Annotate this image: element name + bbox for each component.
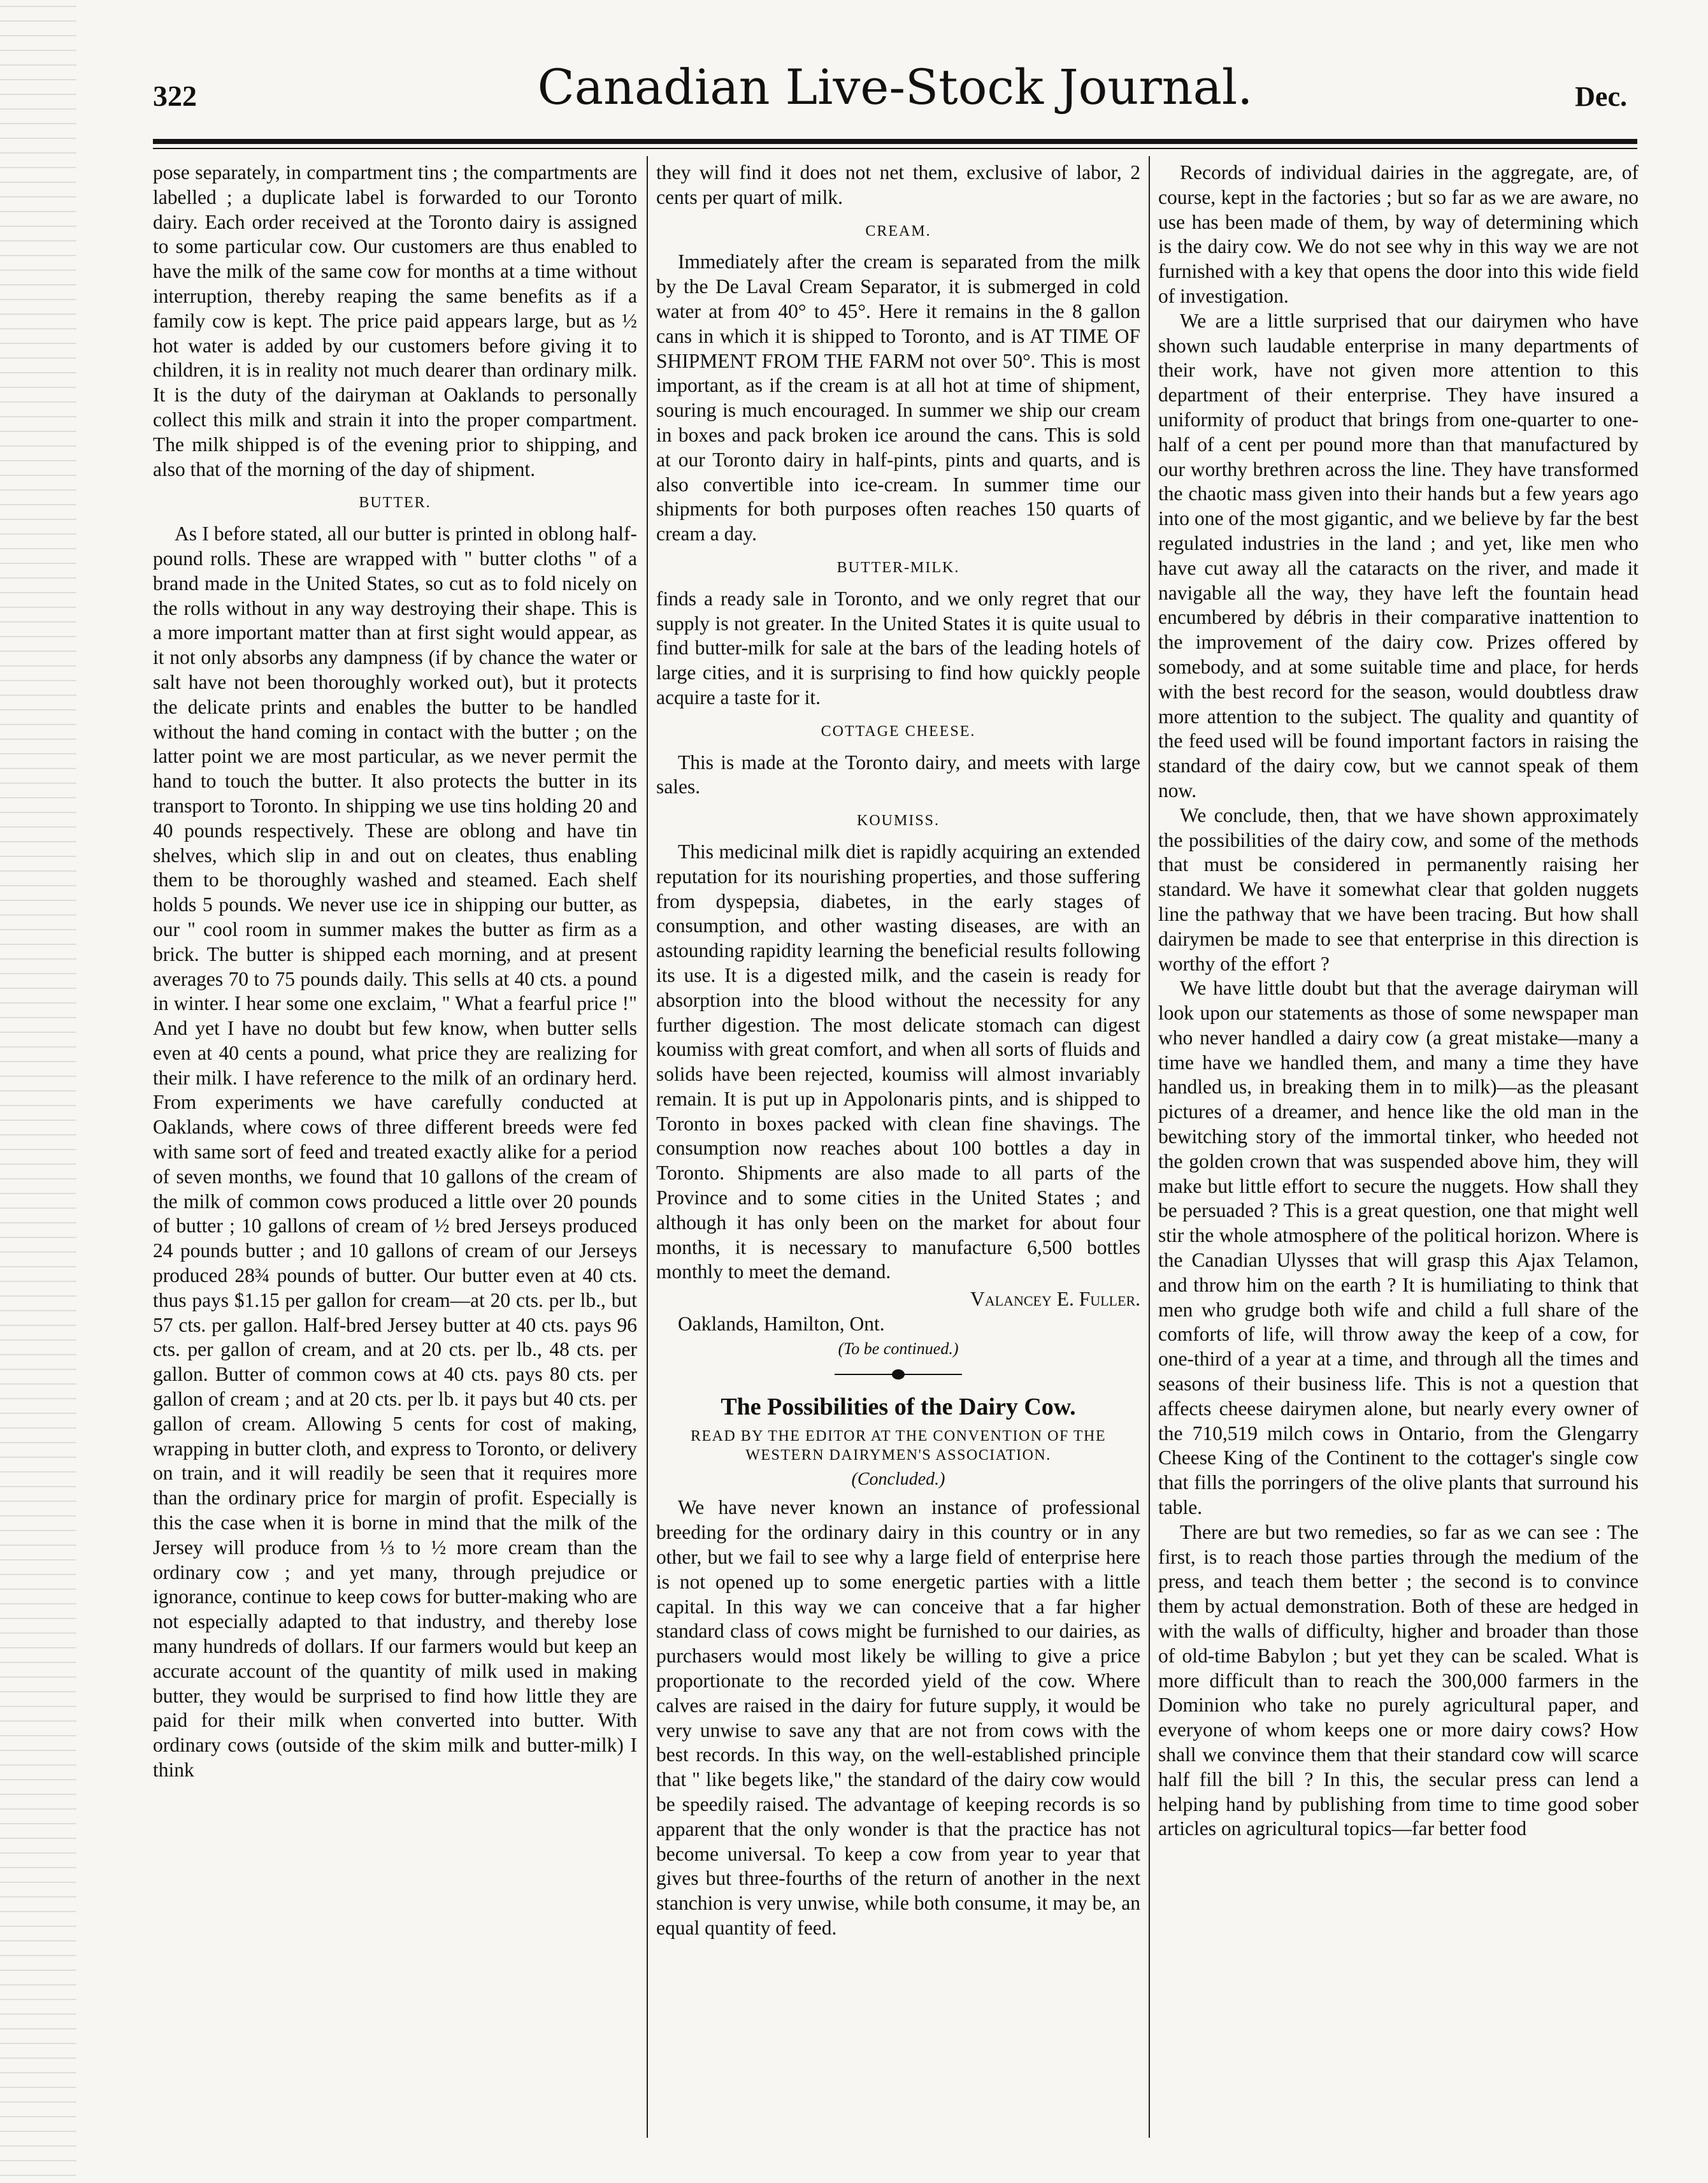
paragraph: As I before stated, all our butter is printed in oblong half-pound rolls. These are wrapped with " butter cloths " of a brand made in the United States, so cut as to fold nicely on the rolls without in any way destroying their shape. This is a more important matter than at first sight would appear, as it not only absorbs any dampness (if by chance the water or salt have not been thoroughly worked out), but it protects the delicate prints and enables the butter to be handled without the hand coming in contact with the butter ; on the latter point we are most particular, as we never permit the hand to touch the butter. It also protects the butter in its transport to Toronto. In shipping we use tins holding 20 and 40 pounds respectively. These are oblong and have tin shelves, which slip in and out on cleates, thus enabling them to be thoroughly washed and steamed. Each shelf holds 5 pounds. We never use ice in shipping our butter, as our " cool room in summer makes the butter as firm as a brick. The butter is shipped each morning, and at present averages 70 to 75 pounds daily. This sells at 40 cts. a pound in winter. I hear some one exclaim, " What a fearful price !" And yet I have no doubt but few know, when butter sells even at 40 cents a pound, what price they are realizing for their milk. I have reference to the milk of an ordinary herd. From experiments we have carefully conducted at Oaklands, where cows of three different breeds were fed with same sort of feed and treated exactly alike for a period of seven months, we found that 10 gallons of the cream of the milk of common cows produced a little over 20 pounds of butter ; 10 gallons of cream of ½ bred Jerseys produced 24 pounds butter ; and 10 gallons of cream of our Jerseys produced 28¾ pounds of butter. Our butter even at 40 cts. thus pays $1.15 per gallon for cream—at 20 cts. per lb., but 57 cts. per gallon. Half-bred Jersey butter at 40 cts. pays 96 cts. per gallon of cream, and at 20 cts. per lb., 48 cts. per gallon. Butter of common cows at 40 cts. pays 80 cts. per gallon of cream ; and at 20 cts. per lb. it pays but 40 cts. per gallon of cream. Allowing 5 cents for cost of making, wrapping in butter cloth, and express to Toronto, or delivery on train, and it will readily be seen that it requires more than the ordinary price for margin of profit. Especially is this the case when it is borne in mind that the milk of the Jersey will produce from ⅓ to ½ more cream than the ordinary cow ; and yet many, through prejudice or ignorance, continue to keep cows for butter-making who are not especially adapted to that industry, and thereby lose many hundreds of dollars. If our farmers would but keep an accurate account of the quantity of milk used in making butter, they would be surprised to find how little they are paid for their milk when converted into butter. With ordinary cows (outside of the skim milk and butter-milk) I think <box>153 522 637 1781</box>
page-number: 322 <box>153 80 197 112</box>
column-left <box>153 161 637 2142</box>
scan-margin-noise <box>0 0 76 2183</box>
paragraph: they will find it does not net them, exclusive of labor, 2 cents per quart of milk. <box>656 161 1140 208</box>
column-divider <box>1149 156 1150 2138</box>
section-heading-butter-milk: BUTTER-MILK. <box>836 559 960 576</box>
paragraph: This is made at the Toronto dairy, and meets with large sales. <box>656 751 1140 798</box>
author-location: Oaklands, Hamilton, Ont. <box>678 1313 885 1336</box>
paragraph: We conclude, then, that we have shown approximately the possibilities of the dairy cow, and some of the methods that must be considered in permanently raising her standard. We have it somewhat clear that golden nuggets line the pathway that we have been tracing. But how shall dairymen be made to see that enterprise in this direction is worthy of the effort ? <box>1158 803 1639 975</box>
issue-month: Dec. <box>1575 81 1627 112</box>
header-rule-thin <box>153 148 1637 149</box>
paragraph: finds a ready sale in Toronto, and we only regret that our supply is not greater. In the United States it is quite usual to find butter-milk for sale at the bars of the leading hotels of large cities, and it is surprising to find how quickly people acquire a taste for it. <box>656 587 1140 709</box>
paragraph: Records of individual dairies in the aggregate, are, of course, kept in the factories ; but so far as we are aware, no use has been made of them, by way of determining which is the dairy cow. We do not see why in this way we are not furnished with a key that opens the door into this wide field of investigation. <box>1158 161 1639 307</box>
header-rule <box>153 139 1637 144</box>
section-ornament <box>835 1372 962 1377</box>
paragraph: pose separately, in compartment tins ; the compartments are labelled ; a duplicate label is forwarded to our Toronto dairy. Each order received at the Toronto dairy is assigned to some particular cow. Our customers are thus enabled to have the milk of the same cow for months at a time without interruption, thereby reaping the same benefits as if a family cow is kept. The price paid appears large, but as ½ hot water is added by our customers before giving it to children, it is in reality not much dearer than ordinary milk. It is the duty of the dairyman at Oaklands to personally collect this milk and strain it into the proper compartment. The milk shipped is of the evening prior to shipping, and also that of the morning of the day of shipment. <box>153 161 637 480</box>
author-signature: Valancey E. Fuller. <box>970 1288 1140 1311</box>
paragraph: We are a little surprised that our dairymen who have shown such laudable enterprise in many departments of their work, have not given more attention to this department of their enterprise. They have insured a uniformity of product that brings from one-quarter to one-half of a cent per pound more than that manufactured by our worthy brethren across the line. They have transformed the chaotic mass given into their hands but a few years ago into one of the most gigantic, and we believe by far the best regulated industries in the land ; and yet, like men who have cut away all the cataracts on the river, and made it navigable all the way, they have left the fountain head encumbered by débris in their comparative inattention to the improvement of the dairy cow. Prizes offered by somebody, and at some suitable time and place, for herds with the best record for the season, would doubtless draw more attention to the subject. The quality and quantity of the feed used will be found important factors in raising the standard of the dairy cow, but we cannot speak of them now. <box>1158 309 1639 802</box>
section-heading-cottage-cheese: COTTAGE CHEESE. <box>821 723 976 740</box>
paragraph: Immediately after the cream is separated from the milk by the De Laval Cream Separator, it is submerged in cold water at from 40° to 45°. Here it remains in the 8 gallon cans in which it is shipped to Toronto, and is AT TIME OF SHIPMENT FROM THE FARM not over 50°. This is most important, as if the cream is at all hot at time of shipment, souring is much encouraged. In summer we ship our cream in boxes and pack broken ice around the cans. This is sold at our Toronto dairy in half-pints, pints and quarts, and is also convertible into ice-cream. In summer time our shipments for both purposes often reaches 150 quarts of cream a day. <box>656 250 1140 545</box>
column-divider <box>647 156 648 2138</box>
to-be-continued-note: (To be continued.) <box>838 1339 959 1358</box>
column-middle <box>656 161 1140 2142</box>
page-header <box>153 59 1637 135</box>
concluded-note: (Concluded.) <box>851 1469 945 1489</box>
paragraph: There are but two remedies, so far as we can see : The first, is to reach those parties through the medium of the press, and teach them better ; the second is to convince them by actual demonstration. Both of these are hedged in with the walls of difficulty, higher and broader than those of old-time Babylon ; but yet they can be scaled. What is more difficult than to reach the 300,000 farmers in the Dominion who take no purely agricultural paper, and everyone of whom keeps one or more dairy cows? How shall we convince them that their standard cow will scarce half fill the bill ? In this, the secular press can lend a helping hand by publishing from time to time good sober articles on agricultural topics—far better food <box>1158 1520 1639 1840</box>
section-heading-cream: CREAM. <box>865 222 931 240</box>
paragraph: We have never known an instance of professional breeding for the ordinary dairy in this country or in any other, but we fail to see why a large field of enterprise here is not opened up to some energetic parties with a little capital. In this way we can conceive that a far higher standard class of cows might be furnished to our dairies, as purchasers would most likely be willing to give a price proportionate to the recorded yield of the cow. Where calves are raised in the dairy for future supply, it would be very unwise to save any that are not from cows with the best records. In this way, on the well-established principle that " like begets like," the standard of the dairy cow would be speedily raised. The advantage of keeping records is so apparent that the only wonder is that the practice has not become universal. To keep a cow from year to year that gives but three-fourths of the return of another in the next stanchion is very unwise, while both consume, it may be, an equal quantity of feed. <box>656 1496 1140 1939</box>
column-right <box>1158 161 1639 2142</box>
section-heading-koumiss: KOUMISS. <box>856 812 940 830</box>
article-title: The Possibilities of the Dairy Cow. <box>721 1393 1076 1420</box>
paragraph: This medicinal milk diet is rapidly acquiring an extended reputation for its nourishing properties, and those suffering from dyspepsia, diabetes, in the early stages of consumption, and other wasting diseases, are with an astounding rapidity learning the beneficial results following its use. It is a digested milk, and the casein is ready for absorption into the blood without the necessity for any further digestion. The most delicate stomach can digest koumiss with great comfort, and when all sorts of fluids and solids have been rejected, koumiss will almost invariably remain. It is put up in Appolonaris pints, and is shipped to Toronto in boxes packed with clean fine shavings. The consumption now reaches about 100 bottles a day in Toronto. Shipments are also made to all parts of the Province and to some cities in the United States ; and although it has only been on the market for about four months, it is necessary to manufacture 6,500 bottles monthly to meet the demand. <box>656 840 1140 1283</box>
paragraph: We have little doubt but that the average dairyman will look upon our statements as those of some newspaper man who never handled a dairy cow (a great mistake—many a time have we handled them, and many a time they have handled us, in breaking them in to milk)—as the pleasant pictures of a dreamer, and hence like the old man in the bewitching story of the immortal tinker, who heeded not the golden crown that was suspended above him, they will make but little effort to secure the nuggets. How shall they be persuaded ? This is a great question, one that might well stir the whole atmosphere of the political horizon. Where is the Canadian Ulysses that will grasp this Ajax Telamon, and throw him on the earth ? It is humiliating to think that men who grudge both wife and child a full share of the comforts of life, will throw away the keep of a cow, for one-third of a year at a time, and through all the times and seasons of their business life. This is not a question that affects cheese dairymen alone, but nearly every owner of the 710,519 milch cows in Ontario, from the Glengarry Cheese King of the Continent to the cottager's single cow that fills the porringers of the olive plants that surround his table. <box>1158 977 1639 1519</box>
article-byline: READ BY THE EDITOR AT THE CONVENTION OF THE WESTERN DAIRYMEN'S ASSOCIATION. <box>690 1427 1107 1464</box>
journal-title: Canadian Live-Stock Journal. <box>537 59 1253 115</box>
section-heading-butter: BUTTER. <box>359 494 431 512</box>
